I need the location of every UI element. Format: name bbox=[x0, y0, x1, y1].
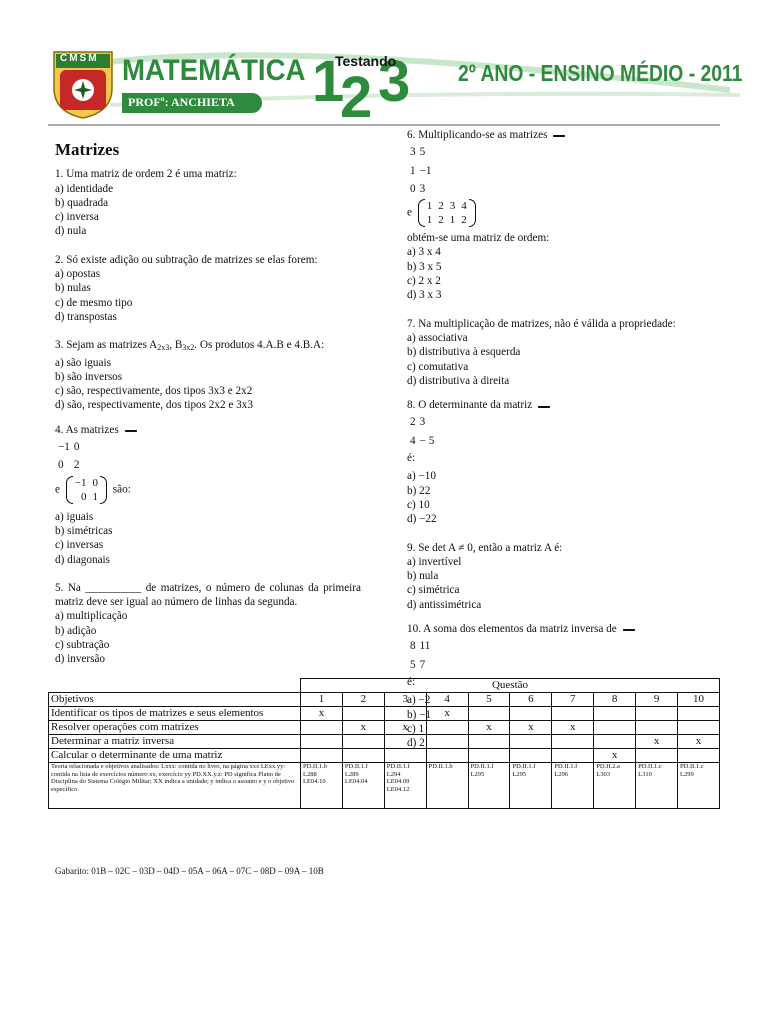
question-4 bbox=[55, 423, 361, 567]
mark-cell bbox=[426, 749, 468, 763]
question-stem bbox=[55, 423, 361, 437]
reference-cell: PD.II.2.a L303 bbox=[594, 763, 636, 809]
testando-label: Testando bbox=[335, 53, 397, 69]
matrix-cell: − 5 bbox=[419, 434, 435, 447]
mark-cell: x bbox=[636, 735, 678, 749]
reference-cell: PD.II.1.c L310 bbox=[636, 763, 678, 809]
mark-cell: x bbox=[301, 707, 343, 721]
option: b) adição bbox=[55, 624, 97, 637]
mark-cell bbox=[426, 735, 468, 749]
mark-cell bbox=[552, 749, 594, 763]
mark-cell bbox=[301, 749, 343, 763]
option: a) multiplicação bbox=[55, 610, 128, 623]
teacher-banner bbox=[122, 93, 262, 113]
question-number: 9 bbox=[636, 693, 678, 707]
option: d) inversão bbox=[55, 653, 106, 666]
option: a) invertível bbox=[407, 555, 462, 568]
matrix-cell: 2 bbox=[410, 416, 416, 429]
reference-cell: PD.II.1.b bbox=[426, 763, 468, 809]
crest-text: CMSM bbox=[60, 53, 99, 64]
matrix-cell: 1 bbox=[92, 490, 98, 503]
matrix-cell: 2 bbox=[438, 214, 444, 227]
option: d) são, respectivamente, dos tipos 2x2 e 3x3 bbox=[55, 399, 253, 412]
reference-cell: PD.II.1.f L294 LE04.09 LE04.12 bbox=[384, 763, 426, 809]
question-3 bbox=[55, 338, 361, 412]
option: b) nulas bbox=[55, 282, 91, 295]
question-number: 4 bbox=[426, 693, 468, 707]
mark-cell bbox=[384, 707, 426, 721]
stem-part: 10. A soma dos elementos da matriz inversa de bbox=[407, 623, 617, 636]
mark-cell: x bbox=[594, 749, 636, 763]
mark-cell: x bbox=[426, 707, 468, 721]
mark-cell bbox=[426, 721, 468, 735]
blank-cell bbox=[49, 679, 301, 693]
matrix-cell: 1 bbox=[426, 200, 433, 213]
stem-part: e bbox=[407, 206, 412, 219]
question-stem bbox=[407, 398, 712, 412]
table-refs-row bbox=[49, 763, 720, 809]
grade-year-title: 2º ANO - ENSINO MÉDIO - 2011 bbox=[458, 60, 743, 86]
question-8 bbox=[407, 398, 712, 526]
option: a) iguais bbox=[55, 510, 94, 523]
matrix-cell: 4 bbox=[461, 200, 467, 213]
option: d) nula bbox=[55, 225, 87, 238]
mark-cell bbox=[510, 735, 552, 749]
teacher-name: PROFº: ANCHIETA bbox=[128, 95, 235, 109]
table-header-row bbox=[49, 679, 720, 693]
option: d) antissimétrica bbox=[407, 598, 482, 611]
subject-title: MATEMÁTICA bbox=[122, 54, 306, 87]
mark-cell bbox=[301, 721, 343, 735]
option: b) são inversos bbox=[55, 370, 123, 383]
question-6 bbox=[407, 128, 712, 303]
mark-cell bbox=[636, 749, 678, 763]
stem-part: , B bbox=[169, 339, 183, 352]
option: b) quadrada bbox=[55, 196, 109, 209]
mark-cell bbox=[510, 749, 552, 763]
question-number: 5 bbox=[468, 693, 510, 707]
reference-cell: PD.II.1.f L295 bbox=[510, 763, 552, 809]
objectives-table bbox=[48, 675, 720, 809]
mark-cell bbox=[468, 749, 510, 763]
mark-cell bbox=[636, 707, 678, 721]
mark-cell: x bbox=[510, 721, 552, 735]
question-number: 10 bbox=[678, 693, 720, 707]
matrix-cell: −1 bbox=[58, 441, 70, 454]
reference-cell: PD.II.1.f L296 bbox=[552, 763, 594, 809]
matrix-cell: −1 bbox=[74, 476, 87, 489]
table-row bbox=[49, 735, 720, 749]
table-numbers-row bbox=[49, 693, 720, 707]
logo-number-1: 1 bbox=[312, 49, 345, 114]
option: a) −2 bbox=[407, 694, 431, 707]
logo-number-2: 2 bbox=[340, 65, 373, 130]
option: c) 10 bbox=[407, 498, 430, 511]
option: c) inversas bbox=[55, 539, 104, 552]
option: b) simétricas bbox=[55, 524, 113, 537]
objective-label: Resolver operações com matrizes bbox=[49, 721, 301, 735]
question-number: 1 bbox=[301, 693, 343, 707]
matrix-cell: 8 bbox=[410, 640, 416, 653]
matrix-cell: 7 bbox=[419, 658, 426, 671]
stem-part: é: bbox=[407, 675, 416, 688]
question-number: 8 bbox=[594, 693, 636, 707]
question-stem: 5. Na __________ de matrizes, o número de colunas da primeira matriz deve ser igual ao número de linhas da segunda. bbox=[55, 581, 361, 609]
matrix-cell: 4 bbox=[410, 434, 416, 447]
question-stem: 1. Uma matriz de ordem 2 é uma matriz: bbox=[55, 168, 237, 181]
mark-cell bbox=[384, 749, 426, 763]
option: d) 2 bbox=[407, 737, 425, 750]
reference-cell: PD.II.1.b L288 LE04.10 bbox=[301, 763, 343, 809]
mark-cell bbox=[678, 749, 720, 763]
stem-part: 6. Multiplicando-se as matrizes bbox=[407, 129, 548, 141]
option: c) subtração bbox=[55, 639, 110, 652]
matrix bbox=[418, 199, 476, 227]
question-number: 2 bbox=[342, 693, 384, 707]
matrix-cell: 1 bbox=[410, 164, 416, 177]
mark-cell bbox=[594, 735, 636, 749]
matrix-cell: 1 bbox=[426, 214, 433, 227]
matrix-cell: 1 bbox=[449, 214, 456, 227]
table-row bbox=[49, 721, 720, 735]
mark-cell bbox=[510, 707, 552, 721]
stem-part: 3. Sejam as matrizes A bbox=[55, 339, 158, 352]
matrix-cell: 11 bbox=[419, 640, 431, 653]
matrix-cell: 5 bbox=[419, 146, 426, 159]
objective-label: Calcular o determinante de uma matriz bbox=[49, 749, 301, 763]
mark-cell bbox=[384, 735, 426, 749]
stem-part: 4. As matrizes bbox=[55, 423, 119, 436]
mark-cell bbox=[552, 707, 594, 721]
matrix-cell: 3 bbox=[419, 182, 426, 195]
option: d) diagonais bbox=[55, 553, 110, 566]
subscript: 2x3 bbox=[157, 343, 170, 353]
mark-cell bbox=[636, 721, 678, 735]
question-stem: 2. Só existe adição ou subtração de matrizes se elas forem: bbox=[55, 253, 318, 266]
objective-label: Determinar a matriz inversa bbox=[49, 735, 301, 749]
mark-cell bbox=[342, 749, 384, 763]
option: d) distributiva à direita bbox=[407, 374, 510, 387]
option: c) inversa bbox=[55, 211, 99, 224]
question-stem bbox=[407, 128, 712, 142]
mark-cell bbox=[678, 721, 720, 735]
matrix-cell: 3 bbox=[419, 416, 426, 429]
mark-cell: x bbox=[384, 721, 426, 735]
option: c) simétrica bbox=[407, 584, 460, 597]
mark-cell bbox=[301, 735, 343, 749]
matrix-cell: 5 bbox=[410, 658, 416, 671]
mark-cell: x bbox=[552, 721, 594, 735]
reference-cell: PD.II.1.f L295 bbox=[468, 763, 510, 809]
mark-cell bbox=[594, 721, 636, 735]
stem-part: são: bbox=[112, 483, 131, 496]
table-row bbox=[49, 707, 720, 721]
question-1 bbox=[55, 167, 361, 238]
matrix-cell: 0 bbox=[80, 490, 87, 503]
mark-cell bbox=[342, 707, 384, 721]
reference-cell: PD.II.1.c L299 bbox=[678, 763, 720, 809]
matrix bbox=[66, 476, 107, 504]
objetivos-header: Objetivos bbox=[49, 693, 301, 707]
reference-cell: PD.II.1.f L289 LE04.04 bbox=[342, 763, 384, 809]
matrix-cell: 2 bbox=[73, 459, 80, 472]
option: a) associativa bbox=[407, 331, 468, 344]
mark-cell: x bbox=[468, 721, 510, 735]
option: a) são iguais bbox=[55, 356, 111, 369]
matrix-cell: 0 bbox=[92, 476, 98, 489]
option: b) distributiva à esquerda bbox=[407, 346, 521, 359]
table-row bbox=[49, 749, 720, 763]
option: c) 2 x 2 bbox=[407, 275, 441, 288]
subscript: 3x2 bbox=[182, 343, 195, 353]
question-stem bbox=[407, 622, 712, 636]
matrix-cell: 3 bbox=[410, 146, 416, 159]
option: b) 22 bbox=[407, 484, 431, 497]
questao-header: Questão bbox=[301, 679, 720, 693]
mark-cell: x bbox=[678, 735, 720, 749]
mark-cell bbox=[468, 735, 510, 749]
mark-cell bbox=[468, 707, 510, 721]
page-header bbox=[0, 0, 768, 140]
right-column bbox=[407, 128, 712, 750]
option: b) −1 bbox=[407, 708, 432, 721]
logo-number-3: 3 bbox=[378, 49, 411, 114]
option: d) −22 bbox=[407, 513, 437, 526]
option: c) são, respectivamente, dos tipos 3x3 e 2x2 bbox=[55, 385, 253, 398]
option: a) −10 bbox=[407, 470, 436, 483]
mark-cell bbox=[594, 707, 636, 721]
option: a) 3 x 4 bbox=[407, 246, 441, 259]
option: c) de mesmo tipo bbox=[55, 296, 133, 309]
question-stem bbox=[55, 338, 361, 355]
matrix-cell: 2 bbox=[461, 214, 467, 227]
legend-text: Teoria relacionada e objetivos analisados: Lxxx: contida no livro, na página xxx LExx.yy: contida na lista de exercícios número xx, exercício yy PD.XX.y.z: PD significa Plano de Disciplina do Sistema Colégio Militar; XX indica a unidade; y indica o assunto e y o objetivo específico. bbox=[49, 763, 301, 809]
question-5 bbox=[55, 581, 361, 667]
matrix-cell: −1 bbox=[419, 164, 432, 177]
section-title: Matrizes bbox=[55, 140, 120, 159]
question-stem: 7. Na multiplicação de matrizes, não é válida a propriedade: bbox=[407, 317, 676, 330]
mark-cell bbox=[552, 735, 594, 749]
mark-cell bbox=[678, 707, 720, 721]
question-stem-continued: obtém-se uma matriz de ordem: bbox=[407, 232, 550, 245]
question-2 bbox=[55, 253, 361, 324]
option: a) opostas bbox=[55, 268, 101, 281]
question-number: 3 bbox=[384, 693, 426, 707]
question-stem: 9. Se det A ≠ 0, então a matriz A é: bbox=[407, 541, 563, 554]
answer-key: Gabarito: 01B – 02C – 03D – 04D – 05A – 06A – 07C – 08D – 09A – 10B bbox=[55, 866, 324, 876]
option: c) comutativa bbox=[407, 360, 469, 373]
stem-part: . Os produtos 4.A.B e 4.B.A: bbox=[194, 339, 325, 352]
option: a) identidade bbox=[55, 182, 114, 195]
question-number: 6 bbox=[510, 693, 552, 707]
option: b) nula bbox=[407, 570, 439, 583]
option: b) 3 x 5 bbox=[407, 260, 442, 273]
matrix-cell: 0 bbox=[58, 459, 64, 472]
option: d) 3 x 3 bbox=[407, 289, 442, 302]
left-column bbox=[55, 140, 361, 667]
stem-part: é: bbox=[407, 452, 416, 465]
question-9 bbox=[407, 541, 712, 612]
stem-part: e bbox=[55, 483, 60, 496]
matrix-cell: 3 bbox=[449, 200, 456, 213]
question-7 bbox=[407, 317, 712, 388]
mark-cell: x bbox=[342, 721, 384, 735]
option: d) transpostas bbox=[55, 310, 117, 323]
matrix-cell: 0 bbox=[73, 441, 80, 454]
matrix-cell: 0 bbox=[410, 182, 416, 195]
stem-part: 8. O determinante da matriz bbox=[407, 399, 533, 412]
mark-cell bbox=[342, 735, 384, 749]
question-number: 7 bbox=[552, 693, 594, 707]
option: c) 1 bbox=[407, 722, 425, 735]
matrix-cell: 2 bbox=[438, 200, 444, 213]
objective-label: Identificar os tipos de matrizes e seus elementos bbox=[49, 707, 301, 721]
